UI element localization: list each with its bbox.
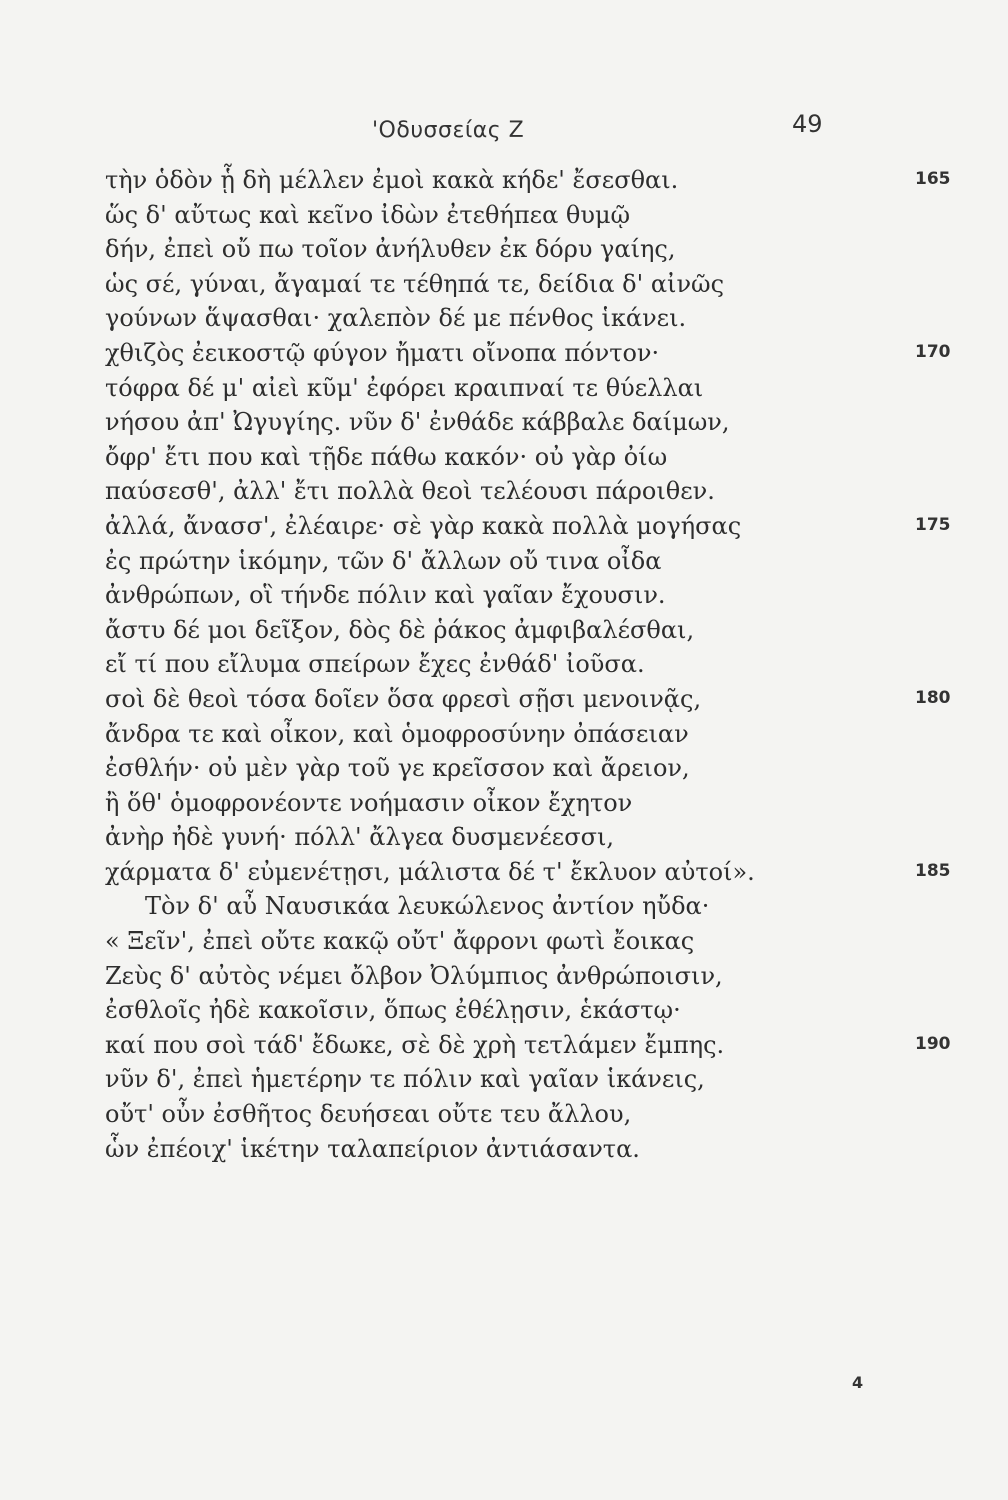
verse-line: ἀλλά, ἄνασσ', ἐλέαιρε· σὲ γὰρ κακὰ πολλὰ μογήσας — [105, 511, 742, 540]
verse-line: ἀνὴρ ἠδὲ γυνή· πόλλ' ἄλγεα δυσμενέεσσι, — [105, 823, 615, 852]
verse-line: καί που σοὶ τάδ' ἔδωκε, σὲ δὲ χρὴ τετλάμεν ἔμπης. — [105, 1030, 725, 1059]
verse-line: δήν, ἐπεὶ οὔ πω τοῖον ἀνήλυθεν ἐκ δόρυ γαίης, — [105, 235, 676, 264]
signature-mark: 4 — [852, 1373, 864, 1392]
verse-line: ὄφρ' ἔτι που καὶ τῇδε πάθω κακόν· οὐ γὰρ ὀίω — [105, 442, 668, 471]
verse-line: ἢ ὅθ' ὁμοφρονέοντε νοήμασιν οἶκον ἔχητον — [105, 788, 633, 817]
verse-line: ἐσθλοῖς ἠδὲ κακοῖσιν, ὅπως ἐθέλῃσιν, ἑκάστῳ· — [105, 996, 681, 1025]
verse-line: ὥς δ' αὔτως καὶ κεῖνο ἰδὼν ἐτεθήπεα θυμῷ — [105, 200, 631, 229]
verse-line: Ζεὺς δ' αὐτὸς νέμει ὄλβον Ὀλύμπιος ἀνθρώποισιν, — [105, 961, 723, 990]
verse-line: τὴν ὁδὸν ᾗ δὴ μέλλεν ἐμοὶ κακὰ κήδε' ἔσεσθαι. — [105, 166, 679, 194]
page-number: 49 — [792, 110, 823, 138]
verse-line: οὔτ' οὖν ἐσθῆτος δευήσεαι οὔτε τευ ἄλλου, — [105, 1100, 632, 1129]
verse-line: ἄστυ δέ μοι δεῖξον, δὸς δὲ ῥάκος ἀμφιβαλέσθαι, — [105, 615, 695, 644]
running-header-title: 'Οδυσσείας Ζ — [372, 118, 525, 143]
verse-line: εἴ τί που εἴλυμα σπείρων ἔχες ἐνθάδ' ἰοῦσα. — [105, 650, 645, 679]
verse-line: τόφρα δέ μ' αἰεὶ κῦμ' ἐφόρει κραιπναί τε θύελλαι — [105, 373, 704, 402]
verse-text-block — [105, 163, 865, 1166]
verse-line: « Ξεῖν', ἐπεὶ οὔτε κακῷ οὔτ' ἄφρονι φωτὶ ἔοικας — [105, 927, 695, 956]
line-number: 185 — [915, 861, 951, 881]
verse-line: παύσεσθ', ἀλλ' ἔτι πολλὰ θεοὶ τελέουσι πάροιθεν. — [105, 477, 715, 506]
verse-line: ὡς σέ, γύναι, ἄγαμαί τε τέθηπά τε, δείδια δ' αἰνῶς — [105, 269, 725, 298]
verse-line: γούνων ἅψασθαι· χαλεπὸν δέ με πένθος ἱκάνει. — [105, 304, 687, 333]
verse-line: χθιζὸς ἐεικοστῷ φύγον ἤματι οἴνοπα πόντον· — [105, 338, 660, 367]
verse-line: νῦν δ', ἐπεὶ ἡμετέρην τε πόλιν καὶ γαῖαν ἱκάνεις, — [105, 1065, 705, 1094]
verse-line: ἀνθρώπων, οἳ τήνδε πόλιν καὶ γαῖαν ἔχουσιν. — [105, 581, 666, 610]
verse-line: Τὸν δ' αὖ Ναυσικάα λευκώλενος ἀντίον ηὔδα· — [145, 892, 710, 921]
line-number: 190 — [915, 1034, 951, 1054]
verse-line: χάρματα δ' εὐμενέτῃσι, μάλιστα δέ τ' ἔκλυον αὐτοί». — [105, 857, 755, 886]
line-number: 180 — [915, 688, 951, 708]
line-number: 170 — [915, 342, 951, 362]
verse-line: ἐσθλήν· οὐ μὲν γὰρ τοῦ γε κρεῖσσον καὶ ἄρειον, — [105, 754, 690, 783]
verse-line: νήσου ἀπ' Ὠγυγίης. νῦν δ' ἐνθάδε κάββαλε δαίμων, — [105, 408, 730, 437]
verse-line: ἐς πρώτην ἱκόμην, τῶν δ' ἄλλων οὔ τινα οἶδα — [105, 546, 662, 575]
verse-line: σοὶ δὲ θεοὶ τόσα δοῖεν ὅσα φρεσὶ σῇσι μενοινᾷς, — [105, 684, 702, 713]
verse-line: ἄνδρα τε καὶ οἶκον, καὶ ὁμοφροσύνην ὀπάσειαν — [105, 719, 689, 748]
line-number: 165 — [915, 169, 951, 189]
line-number: 175 — [915, 515, 951, 535]
verse-line: ὧν ἐπέοιχ' ἱκέτην ταλαπείριον ἀντιάσαντα. — [105, 1134, 640, 1163]
